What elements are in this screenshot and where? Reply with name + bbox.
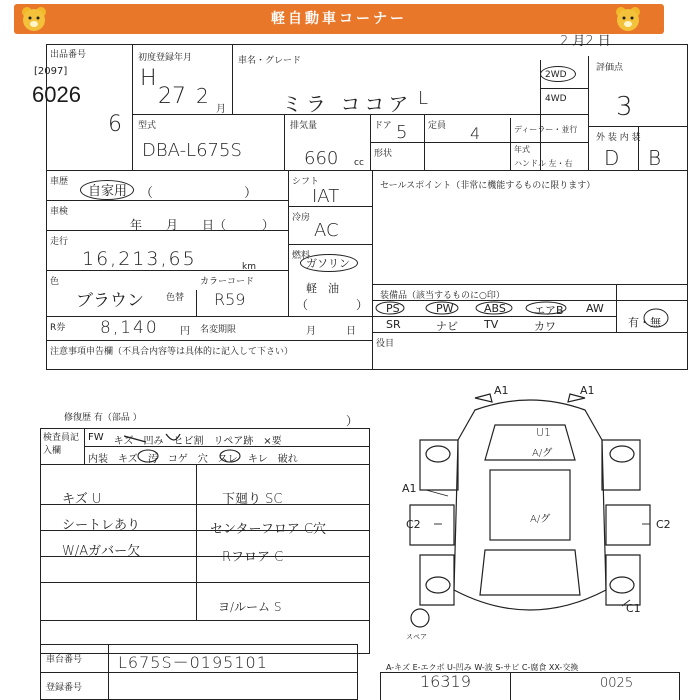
damage-mark-a1-side: A1 (402, 482, 417, 495)
other-label: 役目 (376, 339, 395, 349)
usage-paren: （ ） (140, 186, 258, 201)
displacement-label: 排気量 (290, 121, 318, 131)
inspector-note-2: センターフロア C穴 (210, 522, 327, 537)
bear-mascot-icon (612, 4, 644, 34)
damage-mark-front: A/グ (532, 448, 553, 459)
first-reg-era: H (140, 66, 157, 91)
mileage-unit: km (242, 262, 256, 272)
first-reg-year: 27 (158, 84, 186, 109)
mileage-label: 走行 (50, 237, 69, 247)
model-label: 型式 (138, 121, 157, 131)
repair-history-label: 修復歴 有（部品 ） (64, 413, 142, 423)
check-repair: リペア跡 (213, 436, 254, 447)
color-label: 色 (50, 277, 60, 287)
lot-number: 6026 (32, 82, 81, 107)
check-dent: 凹み (143, 436, 164, 447)
eval-score: 3 (616, 92, 633, 122)
chassis-label: 車台番号 (46, 655, 83, 665)
inspector-label: 検査員記入欄 (43, 433, 80, 456)
inspector-note-3: Rフロア C (222, 550, 284, 565)
eval-label: 評価点 (596, 63, 624, 73)
car-grade-label: 車名・グレード (238, 56, 302, 66)
color-code-label: カラーコード (200, 277, 255, 287)
first-reg-month: 2 (196, 84, 209, 108)
reg-no-label: 登録番号 (46, 683, 83, 693)
shift: IAT (312, 186, 340, 207)
capacity: 4 (470, 124, 481, 143)
int-grade: B (648, 146, 662, 170)
drive-circle (540, 66, 576, 82)
equip-sr: SR (386, 318, 401, 331)
check-hole: 穴 (197, 454, 208, 465)
model: DBA-L675S (142, 140, 242, 161)
name-change-label: 名変期限 (200, 325, 237, 335)
handle-label: ハンドル 左・右 (514, 159, 573, 168)
car-name: ミラ ココア (282, 92, 413, 116)
check-fw: FW (88, 432, 104, 443)
check-crack: ヒビ割 (173, 436, 204, 447)
top-right-date: 2 月2 日 (560, 34, 611, 49)
damage-mark-u1: U1 (536, 426, 552, 439)
equip-ps: PS (386, 302, 400, 315)
capacity-label: 定員 (428, 121, 447, 131)
equipment-label: 装備品（該当するものに○印） (380, 291, 505, 301)
damage-mark-a1-left: A1 (494, 384, 509, 397)
shift-label: シフト (292, 177, 320, 187)
equip-pw: PW (436, 302, 454, 315)
doors-label: ドア (374, 121, 392, 131)
grade: L (418, 88, 429, 109)
month-unit: 月 (216, 104, 226, 115)
damage-mark-c2-left: C2 (406, 518, 421, 531)
usage-label: 車歴 (50, 177, 69, 187)
damage-mark-c2-right: C2 (656, 518, 671, 531)
odometer-2: 0025 (600, 676, 634, 691)
damage-mark-roof: A/グ (530, 514, 551, 525)
equip-airbag: エアB (534, 304, 564, 317)
recycle-label: R券 (50, 323, 66, 333)
side-number: 6 (108, 112, 122, 137)
first-reg-label: 初度登録年月 (138, 53, 193, 63)
check-marks (118, 430, 298, 464)
equipment-circles (372, 300, 616, 332)
fuel-label: 燃料 (292, 251, 311, 261)
name-change-fields: 月 日 (306, 326, 356, 337)
no-circle (640, 306, 672, 330)
equip-yes-no: 有・無 (628, 316, 661, 329)
drive-2wd: 2WD (545, 70, 567, 80)
note-3: W/Aガバー欠 (62, 544, 141, 559)
drive-4wd: 4WD (545, 94, 567, 104)
displacement-unit: cc (354, 158, 364, 168)
check-burn: コゲ (167, 454, 188, 465)
header-title: 軽自動車コーナー (271, 11, 407, 27)
doors: 5 (396, 122, 408, 143)
equip-leather: カワ (534, 320, 556, 333)
inspection-label: 車検 (50, 207, 69, 217)
repair-paren: ） (346, 414, 359, 428)
bear-mascot-icon (18, 4, 50, 34)
damage-leader-lines (412, 478, 672, 618)
equip-tv: TV (484, 318, 499, 331)
aircon: AC (314, 220, 339, 241)
check-int-scratch: キズ (118, 454, 138, 465)
fuel-paren: （ ） (296, 298, 369, 312)
ext-grade: D (604, 146, 620, 170)
color-code: R59 (214, 290, 246, 309)
shape-label: 形状 (374, 149, 393, 159)
spare-label: スペア (406, 633, 427, 641)
legend: A-キズ E-エクボ U-凹み W-波 S-サビ C-腐食 XX-交換 (386, 663, 579, 672)
ext-int-label: 外 装 内 装 (596, 133, 641, 143)
lot-label: 出品番号 (50, 50, 87, 60)
sales-points-label: セールスポイント（非常に機能するものに限ります） (380, 181, 596, 191)
inspection-fields: 年 月 日（ ） (130, 218, 275, 232)
check-wear: スレ (217, 454, 238, 465)
displacement: 660 (304, 148, 339, 169)
damage-mark-c1: C1 (626, 602, 641, 615)
aircon-label: 冷房 (292, 213, 311, 223)
equip-abs: ABS (484, 302, 506, 315)
usage: 自家用 (88, 184, 128, 199)
mileage: 16,213,65 (82, 248, 197, 270)
check-dirt: 汚 (147, 454, 158, 465)
year-label: 年式 (514, 145, 530, 154)
equip-navi: ナビ (436, 320, 458, 333)
equip-aw: AW (586, 302, 604, 315)
diesel-label: 軽 油 (306, 282, 339, 295)
odometer: 16319 (420, 672, 471, 691)
color: ブラウン (76, 291, 144, 311)
inspector-note-4: ヨ/ルーム S (218, 600, 282, 614)
check-interior: 内装 (88, 454, 108, 465)
check-tear: 破れ (277, 454, 298, 465)
chassis-number: L675S－0195101 (118, 653, 268, 672)
note-1: キズ U (62, 492, 102, 507)
remarks-label: 注意事項申告欄（不具合内容等は具体的に記入して下さい） (50, 347, 294, 357)
check-need: ×要 (263, 436, 282, 447)
check-scratch: キズ (113, 436, 134, 447)
top-stamp: [2097] (34, 66, 68, 77)
recycle-unit: 円 (180, 326, 190, 337)
fuel: ガソリン (306, 257, 350, 270)
recycle-fee: 8,140 (100, 318, 159, 338)
inspector-note-1: 下廻り SC (222, 492, 283, 507)
check-cut: キレ (247, 454, 268, 465)
note-2: シートレあり (62, 518, 141, 533)
dealer-label: ディーラー・並行 (514, 125, 578, 134)
color-no-label: 色替 (166, 293, 185, 303)
damage-mark-a1-right: A1 (580, 384, 595, 397)
